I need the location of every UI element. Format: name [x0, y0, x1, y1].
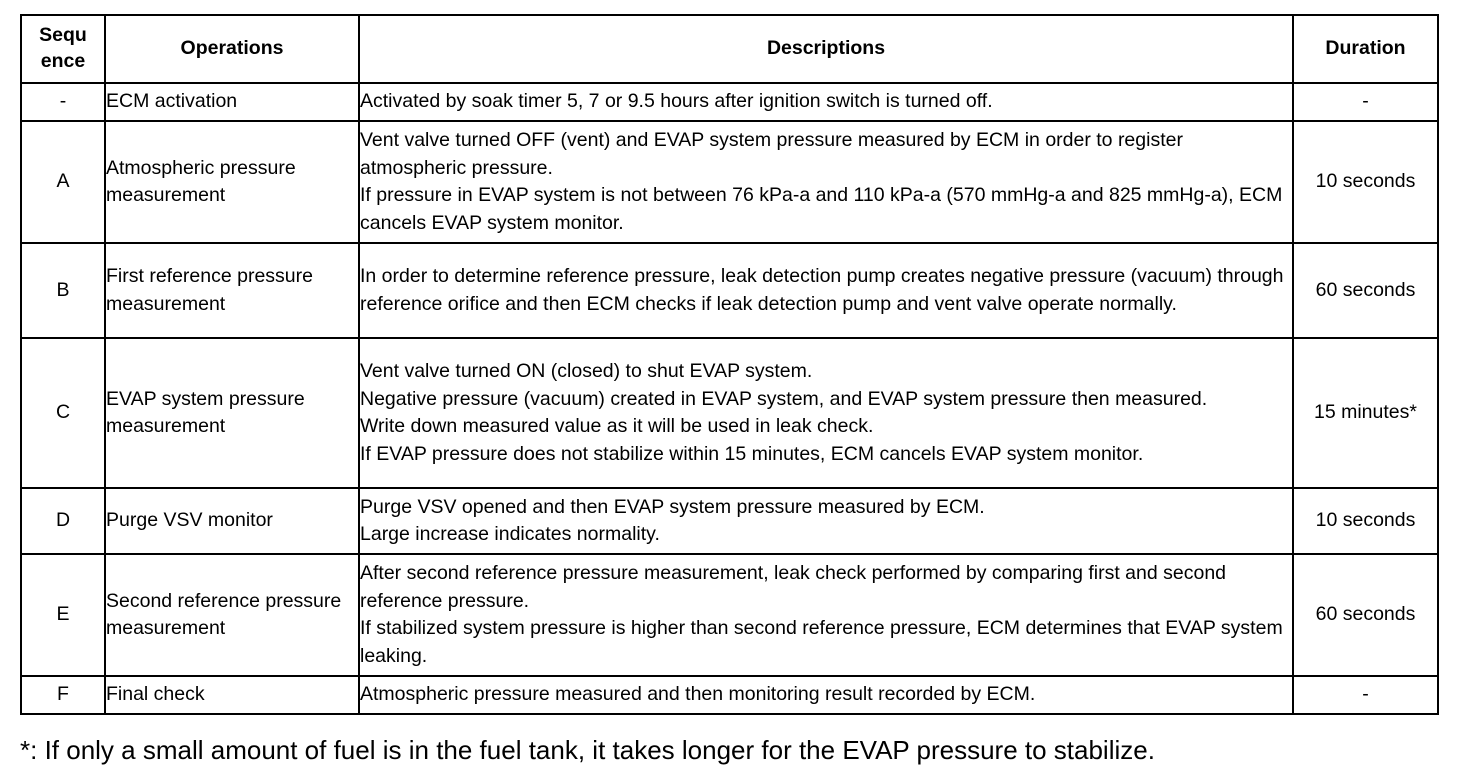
description-line: Write down measured value as it will be used in leak check.: [360, 415, 874, 437]
evap-monitor-table: [20, 14, 1439, 715]
duration-cell: 60 seconds: [1293, 554, 1438, 676]
table-row: [21, 676, 1438, 714]
description-cell: [359, 554, 1293, 676]
table-row: [21, 121, 1438, 243]
operation-cell: Purge VSV monitor: [105, 488, 359, 554]
table-row: [21, 488, 1438, 554]
table-row: [21, 554, 1438, 676]
description-line: Large increase indicates normality.: [360, 523, 660, 545]
sequence-cell: C: [21, 338, 105, 488]
duration-cell: 60 seconds: [1293, 243, 1438, 338]
description-cell: [359, 338, 1293, 488]
sequence-cell: B: [21, 243, 105, 338]
header-sequence: [21, 15, 105, 83]
duration-cell: -: [1293, 83, 1438, 121]
sequence-cell: F: [21, 676, 105, 714]
operation-cell: EVAP system pressure measurement: [105, 338, 359, 488]
header-operations: Operations: [105, 15, 359, 83]
table-row: [21, 83, 1438, 121]
description-cell: [359, 676, 1293, 714]
description-cell: [359, 488, 1293, 554]
description-line: Purge VSV opened and then EVAP system pressure measured by ECM.: [360, 495, 985, 518]
operation-cell: First reference pressure measurement: [105, 243, 359, 338]
description-cell: [359, 121, 1293, 243]
duration-cell: -: [1293, 676, 1438, 714]
header-duration: Duration: [1293, 15, 1438, 83]
description-cell: [359, 243, 1293, 338]
description-line: Atmospheric pressure measured and then monitoring result recorded by ECM.: [360, 683, 1036, 706]
sequence-cell: D: [21, 488, 105, 554]
sequence-cell: A: [21, 121, 105, 243]
table-row: [21, 243, 1438, 338]
operation-cell: ECM activation: [105, 83, 359, 121]
duration-cell: 15 minutes*: [1293, 338, 1438, 488]
description-line: If stabilized system pressure is higher than second reference pressure, ECM determines that EVAP system leaking.: [360, 617, 1283, 667]
description-line: Negative pressure (vacuum) created in EVAP system, and EVAP system pressure then measured.: [360, 387, 1208, 410]
sequence-cell: E: [21, 554, 105, 676]
description-line: In order to determine reference pressure, leak detection pump creates negative pressure (vacuum) through reference orifice and then ECM checks if leak detection pump and vent valve operate normally.: [360, 265, 1284, 315]
description-line: Activated by soak timer 5, 7 or 9.5 hours after ignition switch is turned off.: [360, 90, 993, 113]
header-row: [21, 15, 1438, 83]
description-line: If pressure in EVAP system is not between 76 kPa-a and 110 kPa-a (570 mmHg-a and 825 mmHg-a), ECM cancels EVAP system monitor.: [360, 184, 1283, 234]
duration-cell: 10 seconds: [1293, 488, 1438, 554]
sequence-cell: -: [21, 83, 105, 121]
table-row: [21, 338, 1438, 488]
description-line: Vent valve turned ON (closed) to shut EVAP system.: [360, 360, 813, 382]
duration-cell: 10 seconds: [1293, 121, 1438, 243]
operation-cell: Atmospheric pressure measurement: [105, 121, 359, 243]
description-line: If EVAP pressure does not stabilize within 15 minutes, ECM cancels EVAP system monitor.: [360, 442, 1144, 465]
operation-cell: Final check: [105, 676, 359, 714]
description-cell: [359, 83, 1293, 121]
header-descriptions: Descriptions: [359, 15, 1293, 83]
description-line: After second reference pressure measurement, leak check performed by comparing first and second reference pressure.: [360, 562, 1227, 612]
header-sequence-label: Sequ ence: [39, 24, 87, 73]
footnote: *: If only a small amount of fuel is in the fuel tank, it takes longer for the EVAP pressure to stabilize.: [20, 735, 1155, 765]
description-line: Vent valve turned OFF (vent) and EVAP system pressure measured by ECM in order to register atmospheric pressure.: [360, 129, 1183, 179]
operation-cell: Second reference pressure measurement: [105, 554, 359, 676]
